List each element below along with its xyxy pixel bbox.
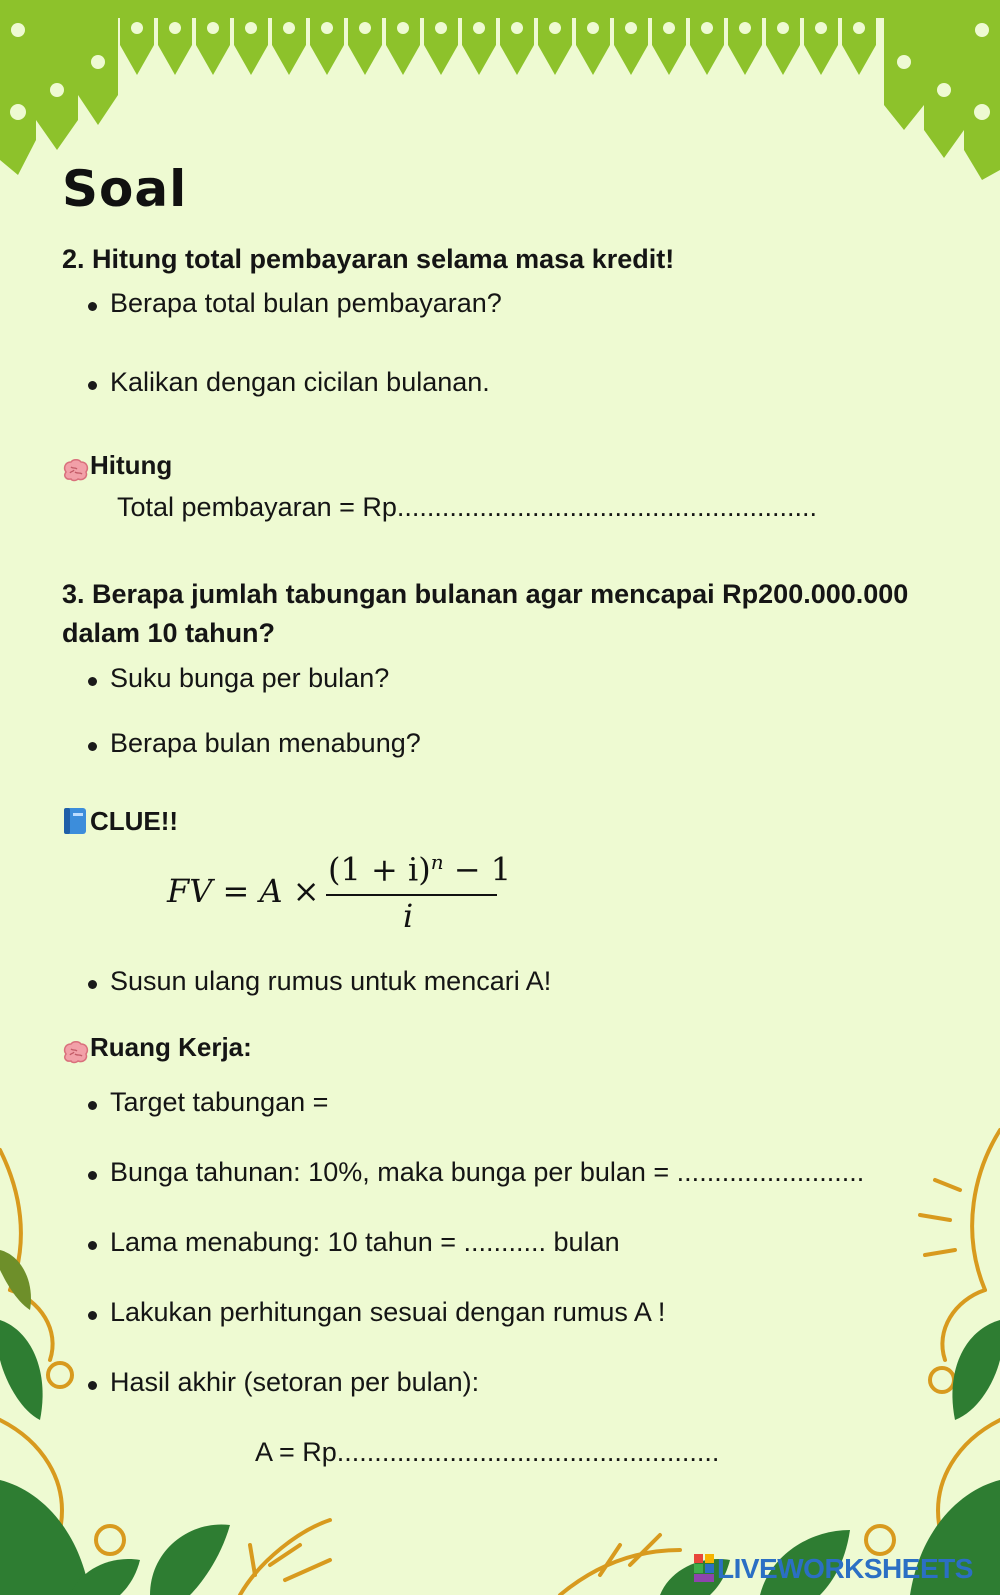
q3-bullet-1: Suku bunga per bulan? xyxy=(110,663,390,693)
ruang-kerja-label: Ruang Kerja: xyxy=(90,1032,252,1062)
pennant-ornament xyxy=(462,0,496,75)
formula-lhs: FV = A × xyxy=(167,872,320,910)
bullet-dot xyxy=(88,1171,97,1180)
pennant-ornament xyxy=(272,0,306,75)
bottom-right-foliage xyxy=(560,1130,1000,1595)
pennant-ornament xyxy=(766,0,800,75)
pennant-dot xyxy=(853,22,865,34)
pennant-dot xyxy=(625,22,637,34)
q3-bullet-2: Berapa bulan menabung? xyxy=(110,728,421,758)
bullet-dot xyxy=(88,677,97,686)
rearrange-bullet: Susun ulang rumus untuk mencari A! xyxy=(110,966,552,996)
bullet-dot xyxy=(88,1241,97,1250)
work-item-calculate: Lakukan perhitungan sesuai dengan rumus A ! xyxy=(110,1297,666,1327)
bullet-dot xyxy=(88,381,97,390)
pennant-dot xyxy=(511,22,523,34)
pennant-ornament xyxy=(652,0,686,75)
pennant-dot xyxy=(245,22,257,34)
pennant-dot xyxy=(397,22,409,34)
pennant-ornament xyxy=(728,0,762,75)
brain-icon xyxy=(62,1040,90,1064)
formula-numerator xyxy=(328,850,511,889)
pennant-dot xyxy=(587,22,599,34)
pennant-ornament xyxy=(348,0,382,75)
formula-denominator: i xyxy=(403,897,414,935)
bullet-dot xyxy=(88,1311,97,1320)
pennant-ornament xyxy=(234,0,268,75)
q2-bullet-2: Kalikan dengan cicilan bulanan. xyxy=(110,367,490,397)
pennant-dot xyxy=(777,22,789,34)
bullet-dot xyxy=(88,1101,97,1110)
pennant-ornament xyxy=(158,0,192,75)
pennant-dot xyxy=(663,22,675,34)
pennant-dot xyxy=(473,22,485,34)
formula-numerator-tail: − 1 xyxy=(453,850,512,889)
work-item-duration: Lama menabung: 10 tahun = ........... bulan xyxy=(110,1227,620,1257)
pennant-dot xyxy=(207,22,219,34)
pennant-ornament xyxy=(614,0,648,75)
pennant-dot xyxy=(169,22,181,34)
pennant-dot xyxy=(321,22,333,34)
work-item-target: Target tabungan = xyxy=(110,1087,329,1117)
bullet-dot xyxy=(88,980,97,989)
pennant-ornament xyxy=(500,0,534,75)
bullet-dot xyxy=(88,302,97,311)
work-item-monthly-interest: Bunga tahunan: 10%, maka bunga per bulan = ......................... xyxy=(110,1157,865,1187)
pennant-ornament xyxy=(120,0,154,75)
answer-line: A = Rp................................................... xyxy=(255,1437,720,1467)
pennant-ornament xyxy=(310,0,344,75)
work-item-result: Hasil akhir (setoran per bulan): xyxy=(110,1367,480,1397)
bullet-dot xyxy=(88,1381,97,1390)
pennant-dot xyxy=(815,22,827,34)
pennant-ornament xyxy=(576,0,610,75)
page-title: Soal xyxy=(62,160,188,218)
pennant-ornament xyxy=(842,0,876,75)
pennant-ornament xyxy=(424,0,458,75)
pennant-dot xyxy=(359,22,371,34)
book-icon xyxy=(62,807,88,835)
pennant-ornament xyxy=(196,0,230,75)
pennant-dot xyxy=(739,22,751,34)
pennant-ornament xyxy=(804,0,838,75)
pennant-dot xyxy=(701,22,713,34)
formula-exponent: n xyxy=(430,850,444,874)
question-2-heading: 2. Hitung total pembayaran selama masa kredit! xyxy=(62,244,675,274)
formula-numerator-base: (1 + i) xyxy=(328,850,431,889)
liveworksheets-logo-icon xyxy=(693,1553,715,1583)
clue-label: CLUE!! xyxy=(90,806,179,836)
total-payment-line: Total pembayaran = Rp........................................................ xyxy=(117,492,817,522)
formula-fraction-bar xyxy=(326,894,497,896)
pennant-ornament xyxy=(690,0,724,75)
pennant-dot xyxy=(549,22,561,34)
brain-icon xyxy=(62,458,90,482)
pennant-dot xyxy=(283,22,295,34)
liveworksheets-watermark: LIVEWORKSHEETS xyxy=(717,1553,973,1584)
bullet-dot xyxy=(88,742,97,751)
q2-bullet-1: Berapa total bulan pembayaran? xyxy=(110,288,502,318)
pennant-ornament xyxy=(386,0,420,75)
pennant-dot xyxy=(435,22,447,34)
hitung-label: Hitung xyxy=(90,450,173,480)
top-ornament-banner xyxy=(0,0,1000,180)
question-3-heading-line-1: 3. Berapa jumlah tabungan bulanan agar mencapai Rp200.000.000 xyxy=(62,579,909,609)
question-3-heading-line-2: dalam 10 tahun? xyxy=(62,618,276,648)
pennant-dot xyxy=(131,22,143,34)
pennant-ornament xyxy=(538,0,572,75)
